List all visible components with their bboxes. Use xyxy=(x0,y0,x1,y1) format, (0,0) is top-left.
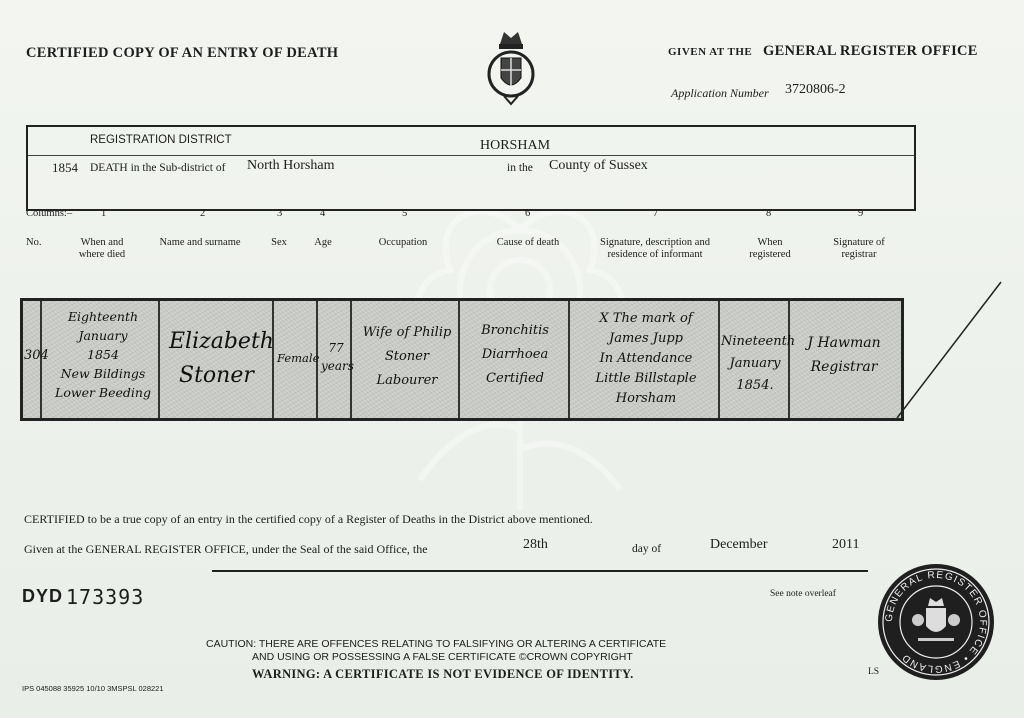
given-statement: Given at the GENERAL REGISTER OFFICE, under the Seal of the said Office, the xyxy=(24,542,428,556)
columns-label: Columns:– xyxy=(26,208,73,219)
print-code: IPS 045088 35925 10/10 3MSPSL 028221 xyxy=(22,684,164,693)
registration-year: 1854 xyxy=(52,160,78,175)
entry-age: 77 years xyxy=(321,341,354,373)
cancel-line xyxy=(895,280,1005,420)
given-office: GENERAL REGISTER OFFICE xyxy=(763,43,978,59)
serial-prefix: DYD xyxy=(22,586,64,606)
heading-registrar: Signature of registrar xyxy=(833,237,885,260)
heading-age: Age xyxy=(314,237,332,248)
register-entry xyxy=(20,298,904,421)
district-value: HORSHAM xyxy=(480,138,551,153)
entry-occupation: Wife of Philip Stoner Labourer xyxy=(362,325,452,388)
see-note: See note overleaf xyxy=(770,589,836,599)
ls-mark: LS xyxy=(868,667,880,677)
district-label: REGISTRATION DISTRICT xyxy=(90,134,232,146)
certified-statement: CERTIFIED to be a true copy of an entry in the certified copy of a Register of Deaths in the District above mentioned. xyxy=(24,512,593,526)
column-number: 7 xyxy=(653,208,659,219)
caution-line-2: AND USING OR POSSESSING A FALSE CERTIFICATE ©CROWN COPYRIGHT xyxy=(252,651,633,663)
subdistrict-value: North Horsham xyxy=(247,158,335,173)
entry-informant: X The mark of James Jupp In Attendance Little Billstaple Horsham xyxy=(595,311,697,406)
column-number: 1 xyxy=(101,208,107,219)
royal-crest-icon xyxy=(486,26,536,108)
column-number: 3 xyxy=(277,208,283,219)
application-label: Application Number xyxy=(671,86,769,100)
entry-number: 304 xyxy=(24,348,49,363)
cert-month: December xyxy=(710,537,768,552)
identity-warning: WARNING: A CERTIFICATE IS NOT EVIDENCE OF IDENTITY. xyxy=(252,667,634,681)
entry-sex: Female xyxy=(277,351,320,365)
heading-cause: Cause of death xyxy=(496,237,560,248)
column-number: 2 xyxy=(200,208,206,219)
column-number: 6 xyxy=(525,208,531,219)
in-the-label: in the xyxy=(507,162,533,174)
serial-number: 173393 xyxy=(66,585,145,609)
column-number: 5 xyxy=(402,208,408,219)
caution-line-1: CAUTION: THERE ARE OFFENCES RELATING TO FALSIFYING OR ALTERING A CERTIFICATE xyxy=(206,638,667,650)
day-of-label: day of xyxy=(632,543,662,555)
heading-when-registered: When registered xyxy=(749,237,791,260)
heading-occupation: Occupation xyxy=(378,237,428,248)
county-value: County of Sussex xyxy=(549,158,648,173)
application-number: 3720806-2 xyxy=(785,82,846,97)
entry-registrar: J Hawman Registrar xyxy=(807,335,881,375)
entry-when-registered: Nineteenth January 1854. xyxy=(721,334,796,393)
cert-day: 28th xyxy=(523,537,548,552)
cert-year: 2011 xyxy=(832,537,860,552)
entry-cause: Bronchitis Diarrhoea Certified xyxy=(481,323,549,386)
entry-name: Elizabeth Stoner xyxy=(169,329,274,388)
heading-when-where: When and where died xyxy=(78,237,126,260)
death-subdistrict-label: DEATH in the Sub-district of xyxy=(90,162,226,174)
column-number: 8 xyxy=(766,208,772,219)
column-number: 9 xyxy=(858,208,864,219)
heading-no: No. xyxy=(26,237,42,248)
certificate-title: CERTIFIED COPY OF AN ENTRY OF DEATH xyxy=(26,45,339,61)
gro-seal-icon xyxy=(876,562,996,682)
column-number: 4 xyxy=(320,208,326,219)
entry-when-where: Eighteenth January 1854 New Bildings Lower Beeding xyxy=(55,309,151,400)
signature-rule xyxy=(212,570,868,572)
given-at-label: GIVEN AT THE xyxy=(668,46,753,58)
heading-sex: Sex xyxy=(271,237,287,248)
heading-informant: Signature, description and residence of informant xyxy=(600,237,710,260)
seal-text: GENERAL REGISTER OFFICE • ENGLAND xyxy=(883,569,989,675)
heading-name: Name and surname xyxy=(159,237,241,248)
